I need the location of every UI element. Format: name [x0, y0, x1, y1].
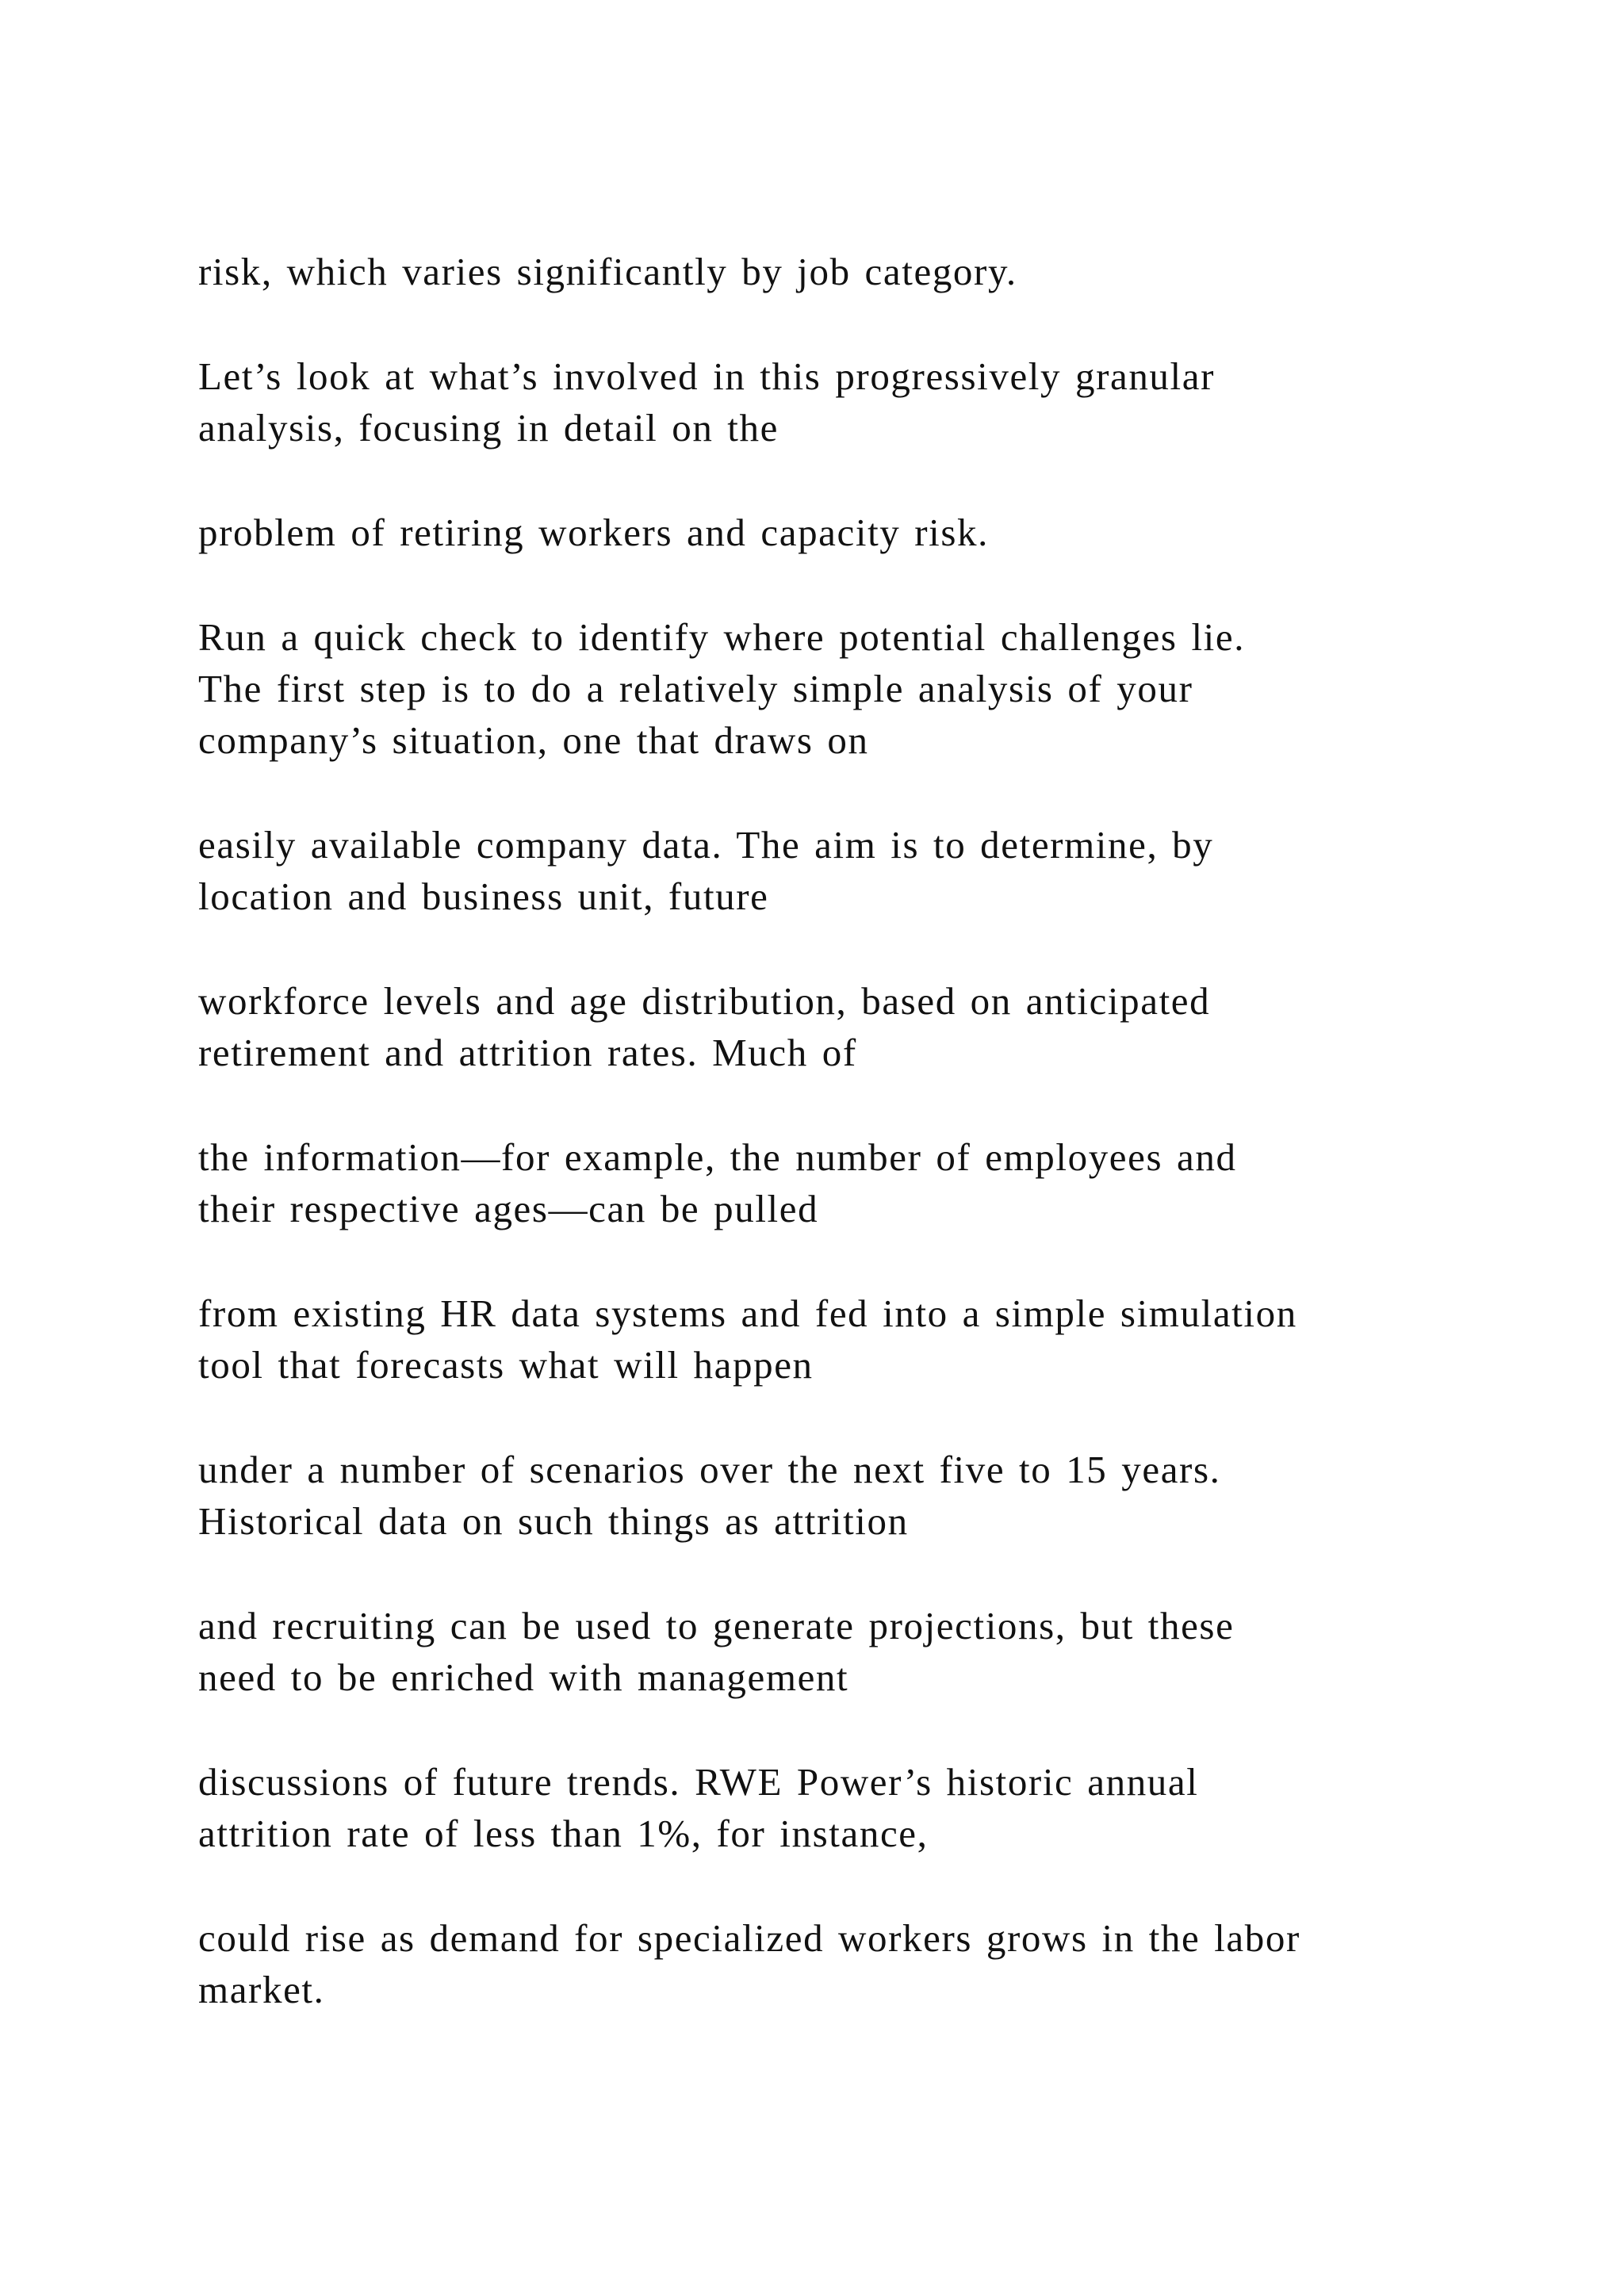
- text-line: problem of retiring workers and capacity risk.: [198, 511, 989, 554]
- paragraph: [198, 507, 1499, 558]
- text-line: from existing HR data systems and fed into a simple simulation: [198, 1292, 1297, 1335]
- text-line: Run a quick check to identify where potential challenges lie.: [198, 615, 1246, 659]
- text-line: Let’s look at what’s involved in this progressively granular: [198, 354, 1216, 398]
- paragraph: [198, 1912, 1499, 2015]
- text-line: retirement and attrition rates. Much of: [198, 1031, 857, 1074]
- paragraph: [198, 975, 1499, 1078]
- text-line: attrition rate of less than 1%, for instance,: [198, 1812, 929, 1855]
- text-line: discussions of future trends. RWE Power’s historic annual: [198, 1760, 1199, 1804]
- paragraph: [198, 246, 1499, 297]
- text-line: could rise as demand for specialized workers grows in the labor: [198, 1916, 1300, 1960]
- text-line: under a number of scenarios over the next five to 15 years.: [198, 1448, 1221, 1491]
- paragraph: [198, 350, 1499, 453]
- paragraph: [198, 1131, 1499, 1234]
- text-line: tool that forecasts what will happen: [198, 1343, 814, 1387]
- text-line: Historical data on such things as attrition: [198, 1499, 909, 1543]
- text-line: analysis, focusing in detail on the: [198, 406, 779, 450]
- text-line: company’s situation, one that draws on: [198, 718, 869, 762]
- text-line: their respective ages—can be pulled: [198, 1187, 819, 1230]
- text-line: the information—for example, the number of employees and: [198, 1135, 1237, 1179]
- text-line: risk, which varies significantly by job category.: [198, 250, 1017, 293]
- text-line: location and business unit, future: [198, 874, 769, 918]
- paragraph: [198, 1756, 1499, 1859]
- text-line: workforce levels and age distribution, based on anticipated: [198, 979, 1211, 1023]
- paragraph: [198, 1288, 1499, 1391]
- paragraph: [198, 611, 1499, 766]
- paragraph: [198, 1600, 1499, 1703]
- paragraph: [198, 1444, 1499, 1547]
- text-line: and recruiting can be used to generate projections, but these: [198, 1604, 1235, 1647]
- text-line: need to be enriched with management: [198, 1655, 849, 1699]
- text-line: market.: [198, 1968, 325, 2011]
- text-line: The first step is to do a relatively simple analysis of your: [198, 667, 1193, 710]
- text-line: easily available company data. The aim is to determine, by: [198, 823, 1214, 867]
- body-text: [198, 246, 1499, 2068]
- paragraph: [198, 819, 1499, 922]
